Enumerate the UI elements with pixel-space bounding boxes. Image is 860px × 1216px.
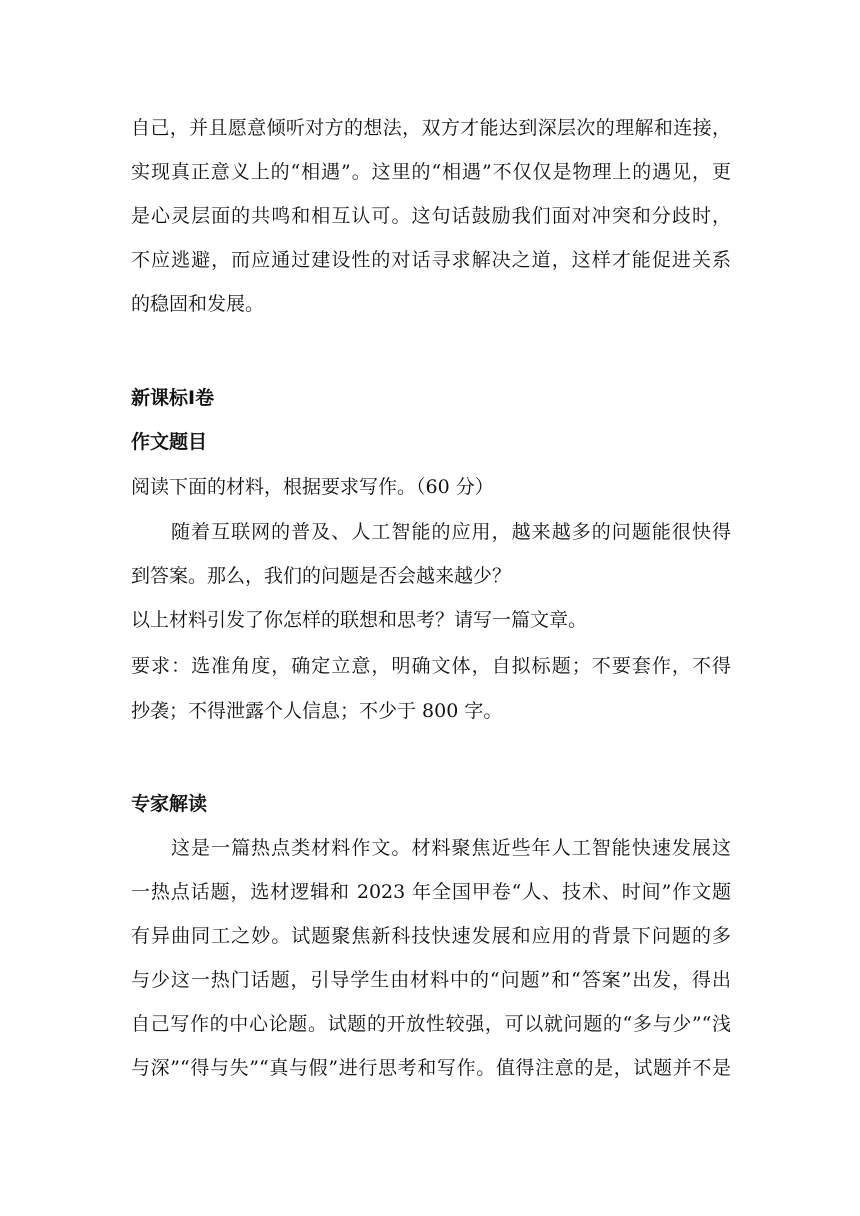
requirement-line: 抄袭；不得泄露个人信息；不少于 800 字。 [131,700,503,722]
prompt-heading: 作文题目 [131,431,208,453]
paragraph-line: 实现真正意义上的“相遇”。这里的“相遇”不仅仅是物理上的遇见，更 [131,161,731,183]
expert-heading: 专家解读 [131,793,208,815]
section-title: 新课标Ⅰ卷 [131,387,215,409]
paragraph-line: 与深”“得与失”“真与假”进行思考和写作。值得注意的是，试题并不是 [131,1057,731,1079]
paragraph-line: 不应逃避，而应通过建设性的对话寻求解决之道，这样才能促进关系 [131,249,731,271]
paragraph-line: 是心灵层面的共鸣和相互认可。这句话鼓励我们面对冲突和分歧时， [131,205,731,227]
paragraph-line: 的稳固和发展。 [131,293,265,315]
paragraph-line: 与少这一热门话题，引导学生由材料中的“问题”和“答案”出发，得出 [131,969,731,991]
paragraph-line: 自己，并且愿意倾听对方的想法，双方才能达到深层次的理解和连接， [131,117,731,139]
paragraph-line: 自己写作的中心论题。试题的开放性较强，可以就问题的“多与少”“浅 [131,1013,731,1035]
material-line: 随着互联网的普及、人工智能的应用，越来越多的问题能很快得 [171,521,731,543]
material-line: 到答案。那么，我们的问题是否会越来越少？ [131,565,512,587]
requirement-line: 要求：选准角度，确定立意，明确文体，自拟标题；不要套作，不得 [131,655,731,677]
paragraph-line: 这是一篇热点类材料作文。材料聚焦近些年人工智能快速发展这 [171,837,731,859]
prompt-question: 以上材料引发了你怎样的联想和思考？请写一篇文章。 [131,609,588,631]
paragraph-line: 一热点话题，选材逻辑和 2023 年全国甲卷“人、技术、时间”作文题 [131,881,731,903]
paragraph-line: 有异曲同工之妙。试题聚焦新科技快速发展和应用的背景下问题的多 [131,925,731,947]
prompt-instruction: 阅读下面的材料，根据要求写作。（60 分） [131,476,494,498]
